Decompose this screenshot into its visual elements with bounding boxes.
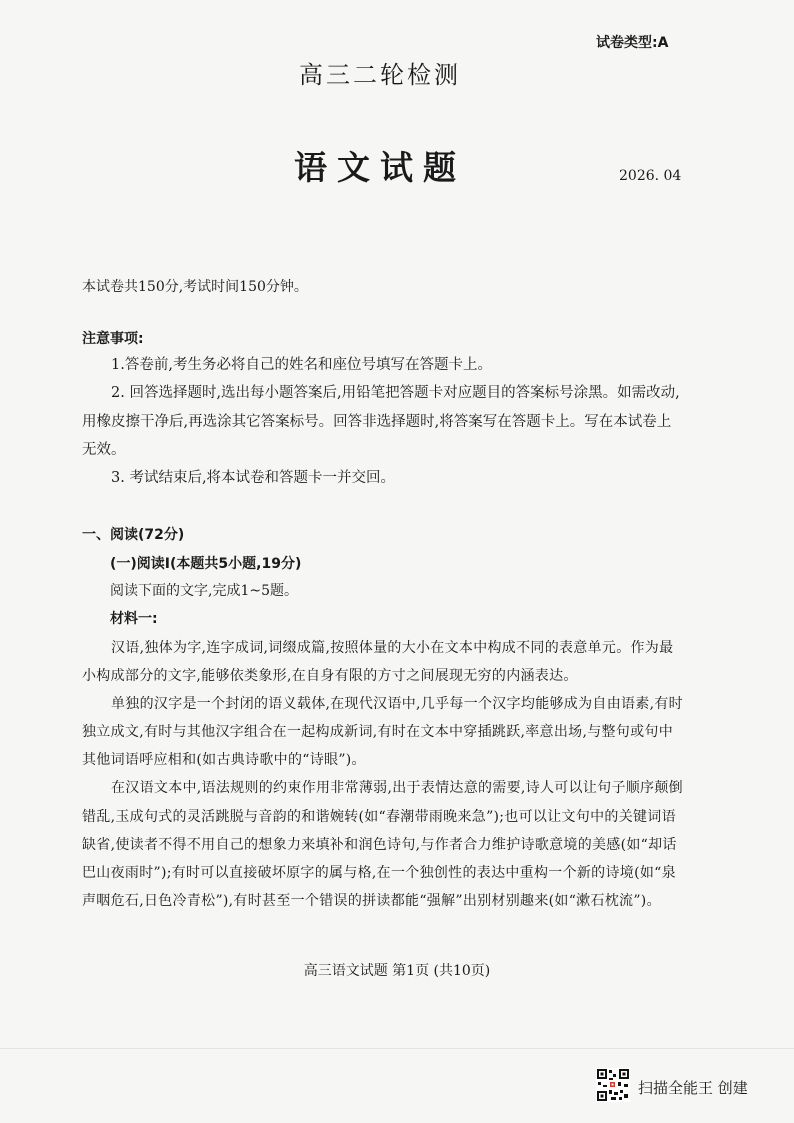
notice-item: 2. 回答选择题时,选出每小题答案后,用铅笔把答题卡对应题目的答案标号涂黑。如需改动,用橡皮擦干净后,再选涂其它答案标号。回答非选择题时,将答案写在答题卡上。写在本试卷上无效。 xyxy=(82,385,680,458)
exam-date: 2026. 04 xyxy=(619,168,682,184)
scanner-watermark: 扫描全能王 创建 xyxy=(638,1079,748,1097)
subject-title: 语文试题 xyxy=(294,148,466,187)
subsection-heading: (一)阅读Ⅰ(本题共5小题,19分) xyxy=(110,556,302,572)
page-footer: 高三语文试题 第1页 (共10页) xyxy=(303,963,491,979)
paper-type-label: 试卷类型:A xyxy=(596,35,669,51)
reading-passage xyxy=(82,634,684,915)
passage-paragraph: 单独的汉字是一个封闭的语义载体,在现代汉语中,几乎每一个汉字均能够成为自由语素,有时独立成文,有时与其他汉字组合在一起构成新词,有时在文本中穿插跳跃,率意出场,与整句或句中其他词语呼应相和(如古典诗歌中的“诗眼”)。 xyxy=(82,696,683,769)
exam-title: 高三二轮检测 xyxy=(299,61,461,89)
notice-item: 1.答卷前,考生务必将自己的姓名和座位号填写在答题卡上。 xyxy=(111,357,492,373)
exam-info: 本试卷共150分,考试时间150分钟。 xyxy=(82,279,308,295)
passage-paragraph: 汉语,独体为字,连字成词,词缀成篇,按照体量的大小在文本中构成不同的表意单元。作为最小构成部分的文字,能够依类象形,在自身有限的方寸之间展现无穷的内涵表达。 xyxy=(82,640,674,685)
notice-heading: 注意事项: xyxy=(82,331,144,347)
notice-item: 3. 考试结束后,将本试卷和答题卡一并交回。 xyxy=(111,470,396,487)
scan-divider xyxy=(0,1048,794,1049)
reading-instruction: 阅读下面的文字,完成1~5题。 xyxy=(110,583,298,599)
material-label: 材料一: xyxy=(110,611,158,627)
section-heading: 一、阅读(72分) xyxy=(82,527,185,543)
passage-paragraph: 在汉语文本中,语法规则的约束作用非常薄弱,出于表情达意的需要,诗人可以让句子顺序颠倒错乱,玉成句式的灵活跳脱与音韵的和谐婉转(如“春潮带雨晚来急”);也可以让文句中的关键词语缺省,使读者不得不用自己的想象力来填补和润色诗句,与作者合力维护诗歌意境的美感(如“却话巴山夜雨时”);有时可以直接破坏原字的属与格,在一个独创性的表达中重构一个新的诗境(如“泉声咽危石,日色冷青松”),有时甚至一个错误的拼读都能“强解”出别材别趣来(如“漱石枕流”)。 xyxy=(82,780,683,909)
qr-code-icon xyxy=(596,1068,630,1102)
notice-list xyxy=(82,351,684,492)
